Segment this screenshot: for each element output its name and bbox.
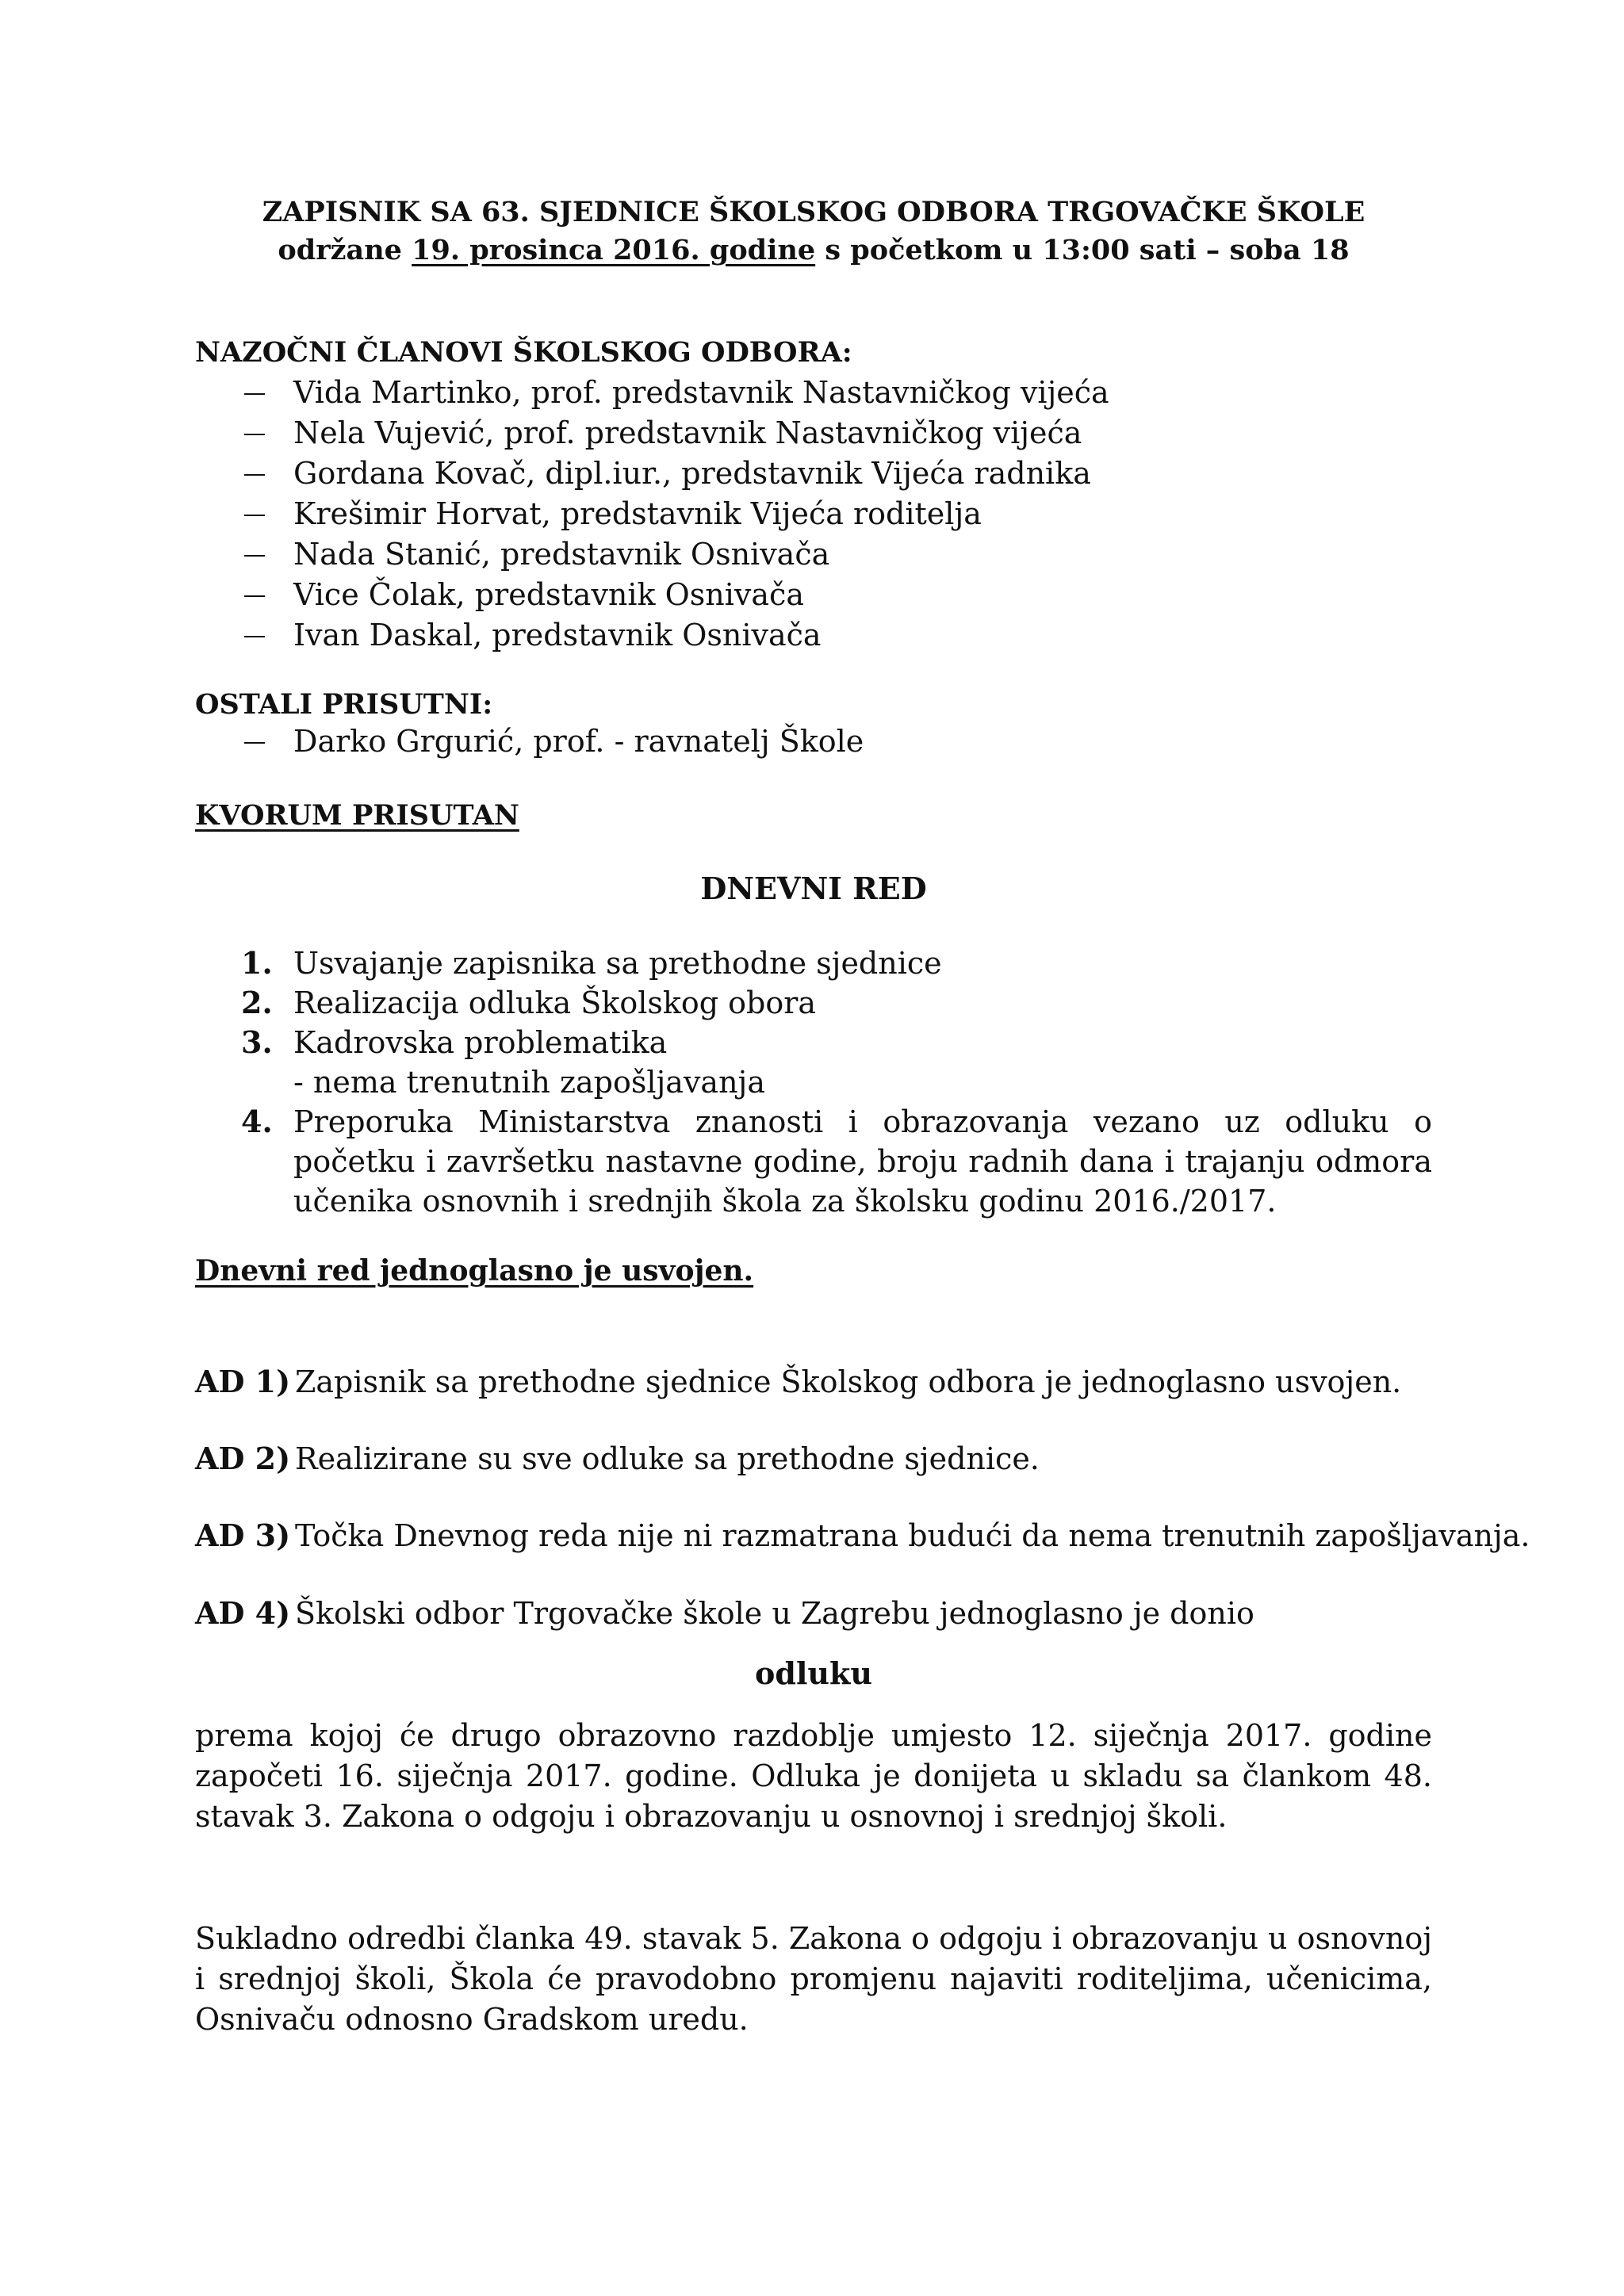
agenda-number: 2. (241, 985, 273, 1020)
closing-paragraph: Sukladno odredbi članka 49. stavak 5. Zakona o odgoju i obrazovanju u osnovnoj i srednjoj školi, Škola će pravodobno promjenu najaviti roditeljima, učenicima, Osnivaču odnosno Gradskom uredu. (195, 1921, 1432, 2037)
agenda-adopted: Dnevni red jednoglasno je usvojen. (195, 1254, 754, 1288)
agenda-text: Realizacija odluka Školskog obora (293, 985, 817, 1020)
agenda-heading: DNEVNI RED (700, 871, 927, 906)
agenda-list (195, 943, 1432, 1221)
ad-text: Točka Dnevnog reda nije ni razmatrana budući da nema trenutnih zapošljavanja. (295, 1518, 1530, 1553)
subtitle-prefix: održane (278, 234, 412, 266)
attendee-name: Darko Grgurić, prof. - ravnatelj Škole (293, 724, 864, 759)
meeting-date: 19. prosinca 2016. godine (412, 234, 816, 266)
ad-text: Školski odbor Trgovačke škole u Zagrebu jednoglasno je donio (295, 1596, 1254, 1631)
dash-marker (244, 636, 265, 637)
member-name: Krešimir Horvat, predstavnik Vijeća roditelja (293, 496, 982, 531)
agenda-number: 1. (241, 945, 273, 981)
dash-marker (244, 742, 265, 744)
member-name: Vice Čolak, predstavnik Osnivača (293, 577, 804, 612)
ad-item-3 (195, 1516, 1530, 1556)
members-heading: NAZOČNI ČLANOVI ŠKOLSKOG ODBORA: (195, 336, 852, 369)
title-line: ZAPISNIK SA 63. SJEDNICE ŠKOLSKOG ODBORA TRGOVAČKE ŠKOLE (262, 196, 1365, 228)
agenda-item (195, 1102, 1432, 1221)
agenda-number: 3. (241, 1024, 273, 1060)
agenda-item (195, 1023, 1432, 1102)
member-name: Ivan Daskal, predstavnik Osnivača (293, 618, 822, 652)
ad-item-4 (195, 1594, 1254, 1633)
member-name: Gordana Kovač, dipl.iur., predstavnik Vijeća radnika (293, 456, 1091, 491)
ad-item-1 (195, 1362, 1401, 1402)
dash-marker (244, 555, 265, 557)
dash-marker (244, 595, 265, 597)
dash-marker (244, 515, 265, 516)
others-heading: OSTALI PRISUTNI: (195, 688, 493, 721)
agenda-text: Preporuka Ministarstva znanosti i obrazovanja vezano uz odluku o početku i završetku nastavne godine, broju radnih dana i trajanju odmora učenika osnovnih i srednjih škola za školsku godinu 2016./2017. (293, 1104, 1432, 1219)
agenda-number: 4. (241, 1104, 273, 1139)
decision-heading: odluku (755, 1655, 872, 1691)
dash-marker (244, 393, 265, 395)
member-name: Vida Martinko, prof. predstavnik Nastavničkog vijeća (293, 375, 1109, 410)
ad-item-2 (195, 1439, 1040, 1479)
member-name: Nada Stanić, predstavnik Osnivača (293, 537, 830, 572)
ad-label: AD 3) (195, 1517, 291, 1553)
decision-text: prema kojoj će drugo obrazovno razdoblje umjesto 12. siječnja 2017. godine započeti 16. siječnja 2017. godine. Odluka je donijeta u skladu sa člankom 48. stavak 3. Zakona o odgoju i obrazovanju u osnovnoj i srednjoj školi. (195, 1718, 1432, 1834)
agenda-text: Usvajanje zapisnika sa prethodne sjednice (293, 946, 942, 981)
document-title (195, 193, 1432, 270)
member-name: Nela Vujević, prof. predstavnik Nastavničkog vijeća (293, 415, 1082, 450)
quorum-status: KVORUM PRISUTAN (195, 799, 519, 832)
agenda-text: Kadrovska problematika (293, 1025, 668, 1060)
subtitle-suffix: s početkom u 13:00 sati – soba 18 (815, 234, 1350, 266)
ad-label: AD 2) (195, 1441, 291, 1476)
ad-label: AD 4) (195, 1595, 291, 1631)
agenda-subtext: - nema trenutnih zapošljavanja (293, 1065, 765, 1100)
ad-text: Realizirane su sve odluke sa prethodne sjednice. (295, 1441, 1040, 1476)
subtitle-line (195, 232, 1432, 270)
dash-marker (244, 434, 265, 435)
agenda-item (195, 983, 1432, 1023)
ad-text: Zapisnik sa prethodne sjednice Školskog odbora je jednoglasno usvojen. (295, 1364, 1402, 1399)
dash-marker (244, 474, 265, 476)
agenda-item (195, 943, 1432, 983)
ad-label: AD 1) (195, 1364, 291, 1399)
